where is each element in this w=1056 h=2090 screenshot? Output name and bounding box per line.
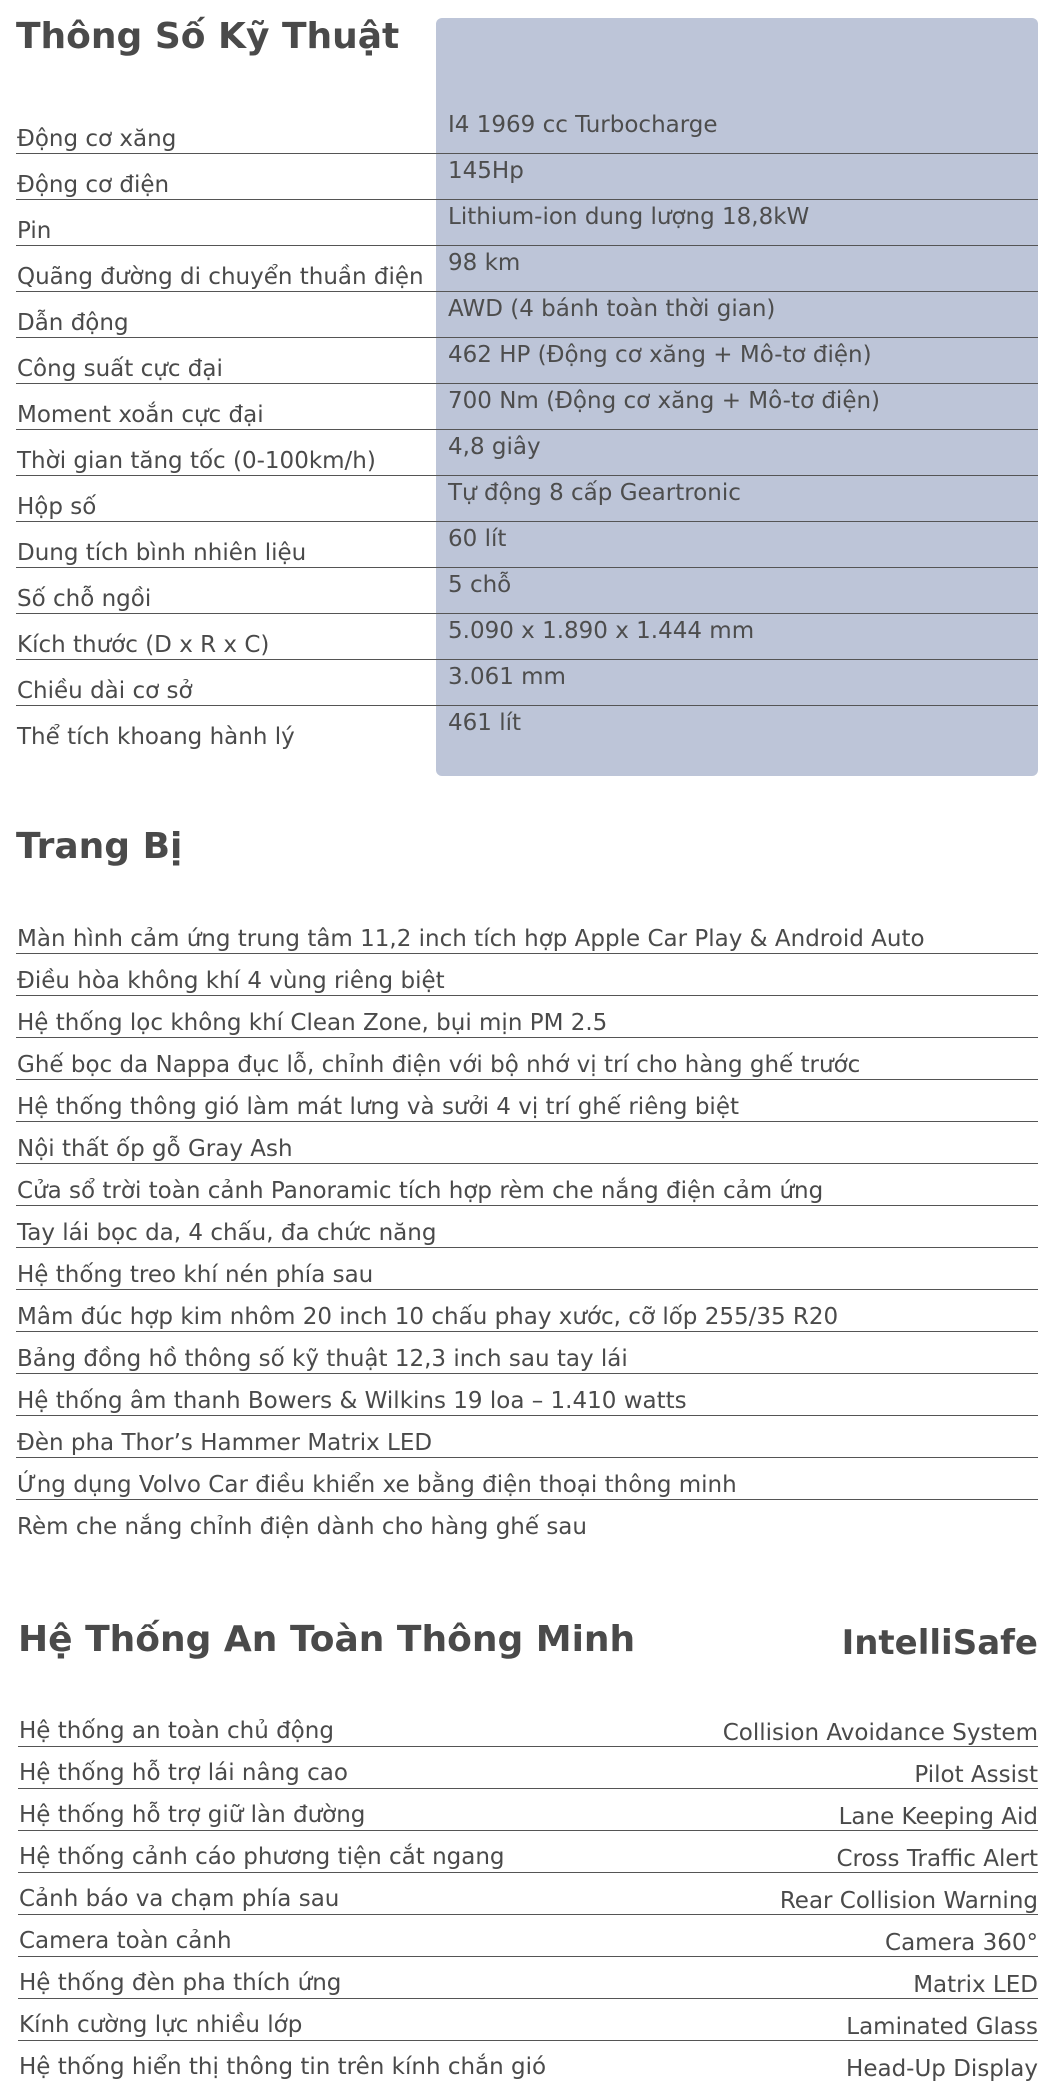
equipment-item bbox=[16, 1038, 1038, 1080]
spec-value: 462 HP (Động cơ xăng + Mô-tơ điện) bbox=[448, 342, 872, 368]
equipment-item bbox=[16, 1080, 1038, 1122]
equipment-item-label: Hệ thống thông gió làm mát lưng và sưởi 4 vị trí ghế riêng biệt bbox=[17, 1094, 739, 1120]
safety-label: Hệ thống hỗ trợ lái nâng cao bbox=[19, 1760, 348, 1786]
spec-value: I4 1969 cc Turbocharge bbox=[448, 112, 718, 138]
equipment-item-label: Nội thất ốp gỗ Gray Ash bbox=[17, 1136, 293, 1162]
equipment-item bbox=[16, 1332, 1038, 1374]
equipment-item bbox=[16, 1248, 1038, 1290]
spec-value: 4,8 giây bbox=[448, 434, 541, 460]
equipment-item-label: Điều hòa không khí 4 vùng riêng biệt bbox=[17, 968, 445, 994]
spec-label: Động cơ xăng bbox=[17, 126, 177, 152]
spec-label: Moment xoắn cực đại bbox=[17, 402, 264, 428]
safety-label: Hệ thống đèn pha thích ứng bbox=[19, 1970, 342, 1996]
equipment-item bbox=[16, 1122, 1038, 1164]
equipment-item bbox=[16, 1374, 1038, 1416]
spec-label: Pin bbox=[17, 218, 52, 244]
equipment-item bbox=[16, 1290, 1038, 1332]
equipment-item-label: Cửa sổ trời toàn cảnh Panoramic tích hợp rèm che nắng điện cảm ứng bbox=[17, 1178, 824, 1204]
safety-row bbox=[18, 1915, 1038, 1957]
spec-label: Quãng đường di chuyển thuần điện bbox=[17, 264, 424, 290]
spec-row bbox=[16, 660, 1038, 706]
spec-label: Động cơ điện bbox=[17, 172, 170, 198]
spec-value: 700 Nm (Động cơ xăng + Mô-tơ điện) bbox=[448, 388, 881, 414]
safety-label: Hệ thống an toàn chủ động bbox=[19, 1718, 334, 1744]
safety-label: Hệ thống hỗ trợ giữ làn đường bbox=[19, 1802, 366, 1828]
spec-row bbox=[16, 200, 1038, 246]
equipment-item bbox=[16, 1500, 1038, 1542]
specs-title: Thông Số Kỹ Thuật bbox=[16, 16, 400, 57]
spec-value: Tự động 8 cấp Geartronic bbox=[448, 480, 741, 506]
spec-value: 145Hp bbox=[448, 158, 524, 184]
spec-value: AWD (4 bánh toàn thời gian) bbox=[448, 296, 776, 322]
spec-row bbox=[16, 154, 1038, 200]
spec-value: 5 chỗ bbox=[448, 572, 512, 598]
equipment-title: Trang Bị bbox=[16, 826, 183, 867]
safety-label: Hệ thống cảnh cáo phương tiện cắt ngang bbox=[19, 1844, 505, 1870]
equipment-item bbox=[16, 1458, 1038, 1500]
equipment-item-label: Bảng đồng hồ thông số kỹ thuật 12,3 inch sau tay lái bbox=[17, 1346, 628, 1372]
safety-row bbox=[18, 2041, 1038, 2083]
spec-label: Dung tích bình nhiên liệu bbox=[17, 540, 307, 566]
safety-row bbox=[18, 1747, 1038, 1789]
spec-label: Dẫn động bbox=[17, 310, 129, 336]
spec-row bbox=[16, 246, 1038, 292]
safety-value: Rear Collision Warning bbox=[779, 1888, 1038, 1914]
spec-row bbox=[16, 614, 1038, 660]
spec-label: Số chỗ ngồi bbox=[17, 586, 152, 612]
spec-value: Lithium-ion dung lượng 18,8kW bbox=[448, 204, 810, 230]
equipment-item-label: Ứng dụng Volvo Car điều khiển xe bằng điện thoại thông minh bbox=[17, 1472, 737, 1498]
spec-row bbox=[16, 568, 1038, 614]
equipment-item-label: Hệ thống treo khí nén phía sau bbox=[17, 1262, 374, 1288]
equipment-item bbox=[16, 954, 1038, 996]
safety-label: Kính cường lực nhiều lớp bbox=[19, 2012, 303, 2038]
safety-value: Matrix LED bbox=[913, 1972, 1038, 1998]
safety-row bbox=[18, 1999, 1038, 2041]
spec-row bbox=[16, 706, 1038, 752]
spec-value: 3.061 mm bbox=[448, 664, 566, 690]
spec-row bbox=[16, 292, 1038, 338]
spec-label: Kích thước (D x R x C) bbox=[17, 632, 270, 658]
safety-label: Cảnh báo va chạm phía sau bbox=[19, 1886, 340, 1912]
equipment-item bbox=[16, 1206, 1038, 1248]
safety-value: Collision Avoidance System bbox=[722, 1720, 1038, 1746]
spec-label: Thời gian tăng tốc (0-100km/h) bbox=[17, 448, 376, 474]
equipment-item-label: Mâm đúc hợp kim nhôm 20 inch 10 chấu phay xước, cỡ lốp 255/35 R20 bbox=[17, 1304, 839, 1330]
spec-value: 461 lít bbox=[448, 710, 522, 736]
safety-row bbox=[18, 1957, 1038, 1999]
spec-row bbox=[16, 384, 1038, 430]
equipment-item-label: Tay lái bọc da, 4 chấu, đa chức năng bbox=[17, 1220, 437, 1246]
spec-label: Công suất cực đại bbox=[17, 356, 223, 382]
spec-row bbox=[16, 338, 1038, 384]
safety-value: Camera 360° bbox=[885, 1930, 1038, 1956]
spec-label: Thể tích khoang hành lý bbox=[17, 724, 295, 750]
spec-label: Hộp số bbox=[17, 494, 97, 520]
spec-row bbox=[16, 476, 1038, 522]
safety-row bbox=[18, 1789, 1038, 1831]
equipment-item-label: Hệ thống âm thanh Bowers & Wilkins 19 loa – 1.410 watts bbox=[17, 1388, 687, 1414]
spec-row bbox=[16, 430, 1038, 476]
spec-label: Chiều dài cơ sở bbox=[17, 678, 193, 704]
equipment-item bbox=[16, 1164, 1038, 1206]
equipment-item bbox=[16, 912, 1038, 954]
equipment-item-label: Ghế bọc da Nappa đục lỗ, chỉnh điện với bộ nhớ vị trí cho hàng ghế trước bbox=[17, 1052, 861, 1078]
safety-label: Camera toàn cảnh bbox=[19, 1928, 232, 1954]
safety-title: Hệ Thống An Toàn Thông Minh bbox=[18, 1619, 636, 1660]
spec-value: 5.090 x 1.890 x 1.444 mm bbox=[448, 618, 755, 644]
safety-value: Laminated Glass bbox=[846, 2014, 1038, 2040]
equipment-item bbox=[16, 996, 1038, 1038]
equipment-item-label: Hệ thống lọc không khí Clean Zone, bụi mịn PM 2.5 bbox=[17, 1010, 608, 1036]
equipment-item-label: Đèn pha Thor’s Hammer Matrix LED bbox=[17, 1430, 433, 1456]
safety-value: Head-Up Display bbox=[846, 2056, 1038, 2082]
spec-row bbox=[16, 108, 1038, 154]
equipment-item bbox=[16, 1416, 1038, 1458]
spec-row bbox=[16, 522, 1038, 568]
safety-label: Hệ thống hiển thị thông tin trên kính chắn gió bbox=[19, 2054, 547, 2080]
spec-value: 60 lít bbox=[448, 526, 507, 552]
equipment-item-label: Rèm che nắng chỉnh điện dành cho hàng ghế sau bbox=[17, 1514, 587, 1540]
safety-brand: IntelliSafe bbox=[841, 1623, 1038, 1663]
safety-row bbox=[18, 1831, 1038, 1873]
safety-value: Pilot Assist bbox=[914, 1762, 1038, 1788]
safety-value: Cross Traffic Alert bbox=[836, 1846, 1038, 1872]
safety-row bbox=[18, 1705, 1038, 1747]
equipment-item-label: Màn hình cảm ứng trung tâm 11,2 inch tích hợp Apple Car Play & Android Auto bbox=[17, 926, 925, 952]
safety-row bbox=[18, 1873, 1038, 1915]
safety-value: Lane Keeping Aid bbox=[838, 1804, 1038, 1830]
spec-value: 98 km bbox=[448, 250, 521, 276]
